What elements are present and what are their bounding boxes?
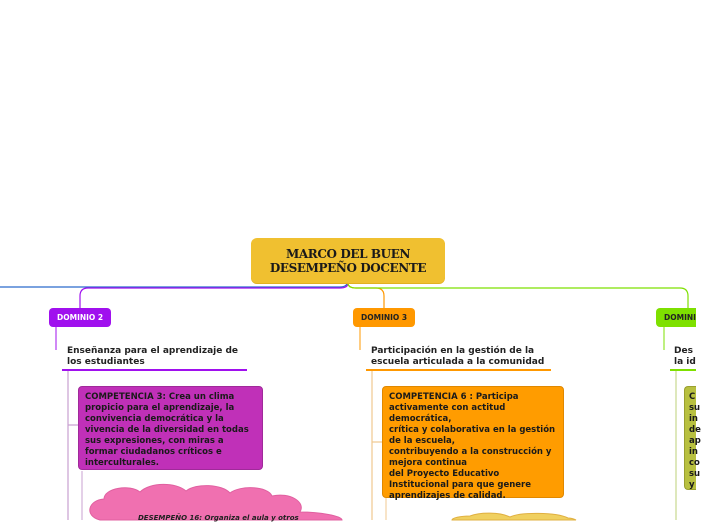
domain-4-tag[interactable]: DOMINI bbox=[656, 308, 696, 327]
cloud-shape-yellow bbox=[452, 513, 576, 520]
domain-4-competence-line: C bbox=[689, 392, 696, 402]
domain-4-competence-line: su bbox=[689, 469, 701, 479]
domain-4-description-line: la id bbox=[674, 357, 696, 367]
root-title-line1: MARCO DEL BUEN bbox=[285, 246, 411, 261]
root-title-line2: DESEMPEÑO DOCENTE bbox=[269, 260, 427, 275]
domain-3-competence-line: democrática, bbox=[389, 414, 452, 424]
domain-4-competence[interactable] bbox=[684, 386, 701, 490]
domain-4-competence-line: su bbox=[689, 403, 701, 413]
domain-3-competence-line: del Proyecto Educativo bbox=[389, 469, 500, 479]
domain-4-competence-line: y bbox=[689, 480, 695, 490]
domain-3-competence-line: contribuyendo a la construcción y bbox=[389, 447, 552, 457]
domain-4-competence-line: de bbox=[689, 425, 701, 435]
domain-3-competence-line: aprendizajes de calidad. bbox=[389, 491, 506, 501]
domain-3-competence[interactable] bbox=[382, 386, 564, 501]
domain-4-description-line: Des bbox=[674, 346, 693, 356]
domain-3-tag[interactable]: DOMINIO 3 bbox=[353, 308, 415, 327]
domain-2-competence[interactable]: COMPETENCIA 3: Crea un clima propicio para el aprendizaje, la convivencia democrática y la vivencia de la diversidad en todas sus expresiones, con miras a formar ciudadanos críticos e interculturales. bbox=[78, 386, 263, 470]
domain-3-competence-line: COMPETENCIA 6 : Participa bbox=[389, 392, 519, 402]
domain-2-tag[interactable]: DOMINIO 2 bbox=[49, 308, 111, 327]
domain-4-description[interactable] bbox=[674, 346, 696, 368]
domain-4-competence-line: in bbox=[689, 447, 698, 457]
domain-2-performance[interactable]: DESEMPEÑO 16: Organiza el aula y otros bbox=[138, 514, 299, 522]
domain-3-competence-line: de la escuela, bbox=[389, 436, 455, 446]
domain-3-competence-line: Institucional para que genere bbox=[389, 480, 532, 490]
domain-4-competence-line: ap bbox=[689, 436, 701, 446]
domain-3-competence-line: activamente con actitud bbox=[389, 403, 506, 413]
domain-3-competence-line: mejora continua bbox=[389, 458, 468, 468]
root-node[interactable] bbox=[251, 238, 445, 283]
domain-3-description[interactable]: Participación en la gestión de la escuela articulada a la comunidad bbox=[371, 346, 545, 367]
domain-3-competence-line: crítica y colaborativa en la gestión bbox=[389, 425, 556, 435]
domain-2-description[interactable]: Enseñanza para el aprendizaje de los estudiantes bbox=[67, 346, 239, 367]
domain-4-competence-line: co bbox=[689, 458, 700, 468]
domain-4-competence-line: in bbox=[689, 414, 698, 424]
